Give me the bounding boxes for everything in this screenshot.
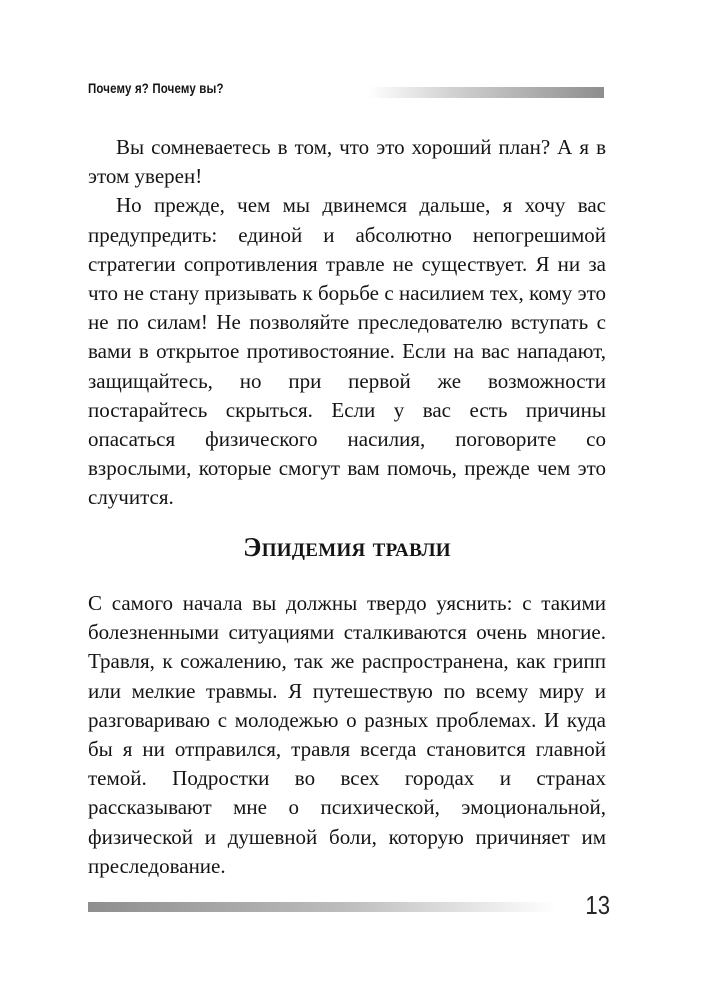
running-head-title: Почему я? Почему вы?: [88, 80, 224, 96]
page-number: 13: [585, 890, 610, 920]
paragraph-3: С самого начала вы должны твердо уяснить: с такими болезненными ситуациями сталкиваются очень многие. Травля, к сожалению, так же распространена, как грипп или мелкие травмы. Я путешествую по всему миру и разговариваю с молодежью о разных проблемах. И куда бы я ни отправился, травля всегда становится главной темой. Подростки во всех городах и странах рассказывают мне о психической, эмоциональной, физической и душевной боли, которую причиняет им преследование.: [88, 591, 606, 878]
section-heading: Эпидемия травли: [243, 532, 451, 562]
section-one-text: [88, 133, 606, 513]
paragraph-1: Вы сомневаетесь в том, что это хороший план? А я в этом уверен!: [88, 135, 606, 189]
paragraph-2: Но прежде, чем мы двинемся дальше, я хочу вас предупредить: единой и абсолютно непогрешимой стратегии сопротивления травле не существует. Я ни за что не стану призывать к борьбе с насилием тех, кому это не по силам! Не позволяйте преследователю вступать с вами в открытое противостояние. Если на вас нападают, защищайтесь, но при первой же возможности постарайтесь скрыться. Если у вас есть причины опасаться физического насилия, поговорите со взрослыми, которые смогут вам помочь, прежде чем это случится.: [88, 193, 606, 510]
header-gradient-rule: [368, 87, 604, 98]
section-two-text: [88, 589, 606, 881]
footer-gradient-rule: [88, 902, 556, 912]
